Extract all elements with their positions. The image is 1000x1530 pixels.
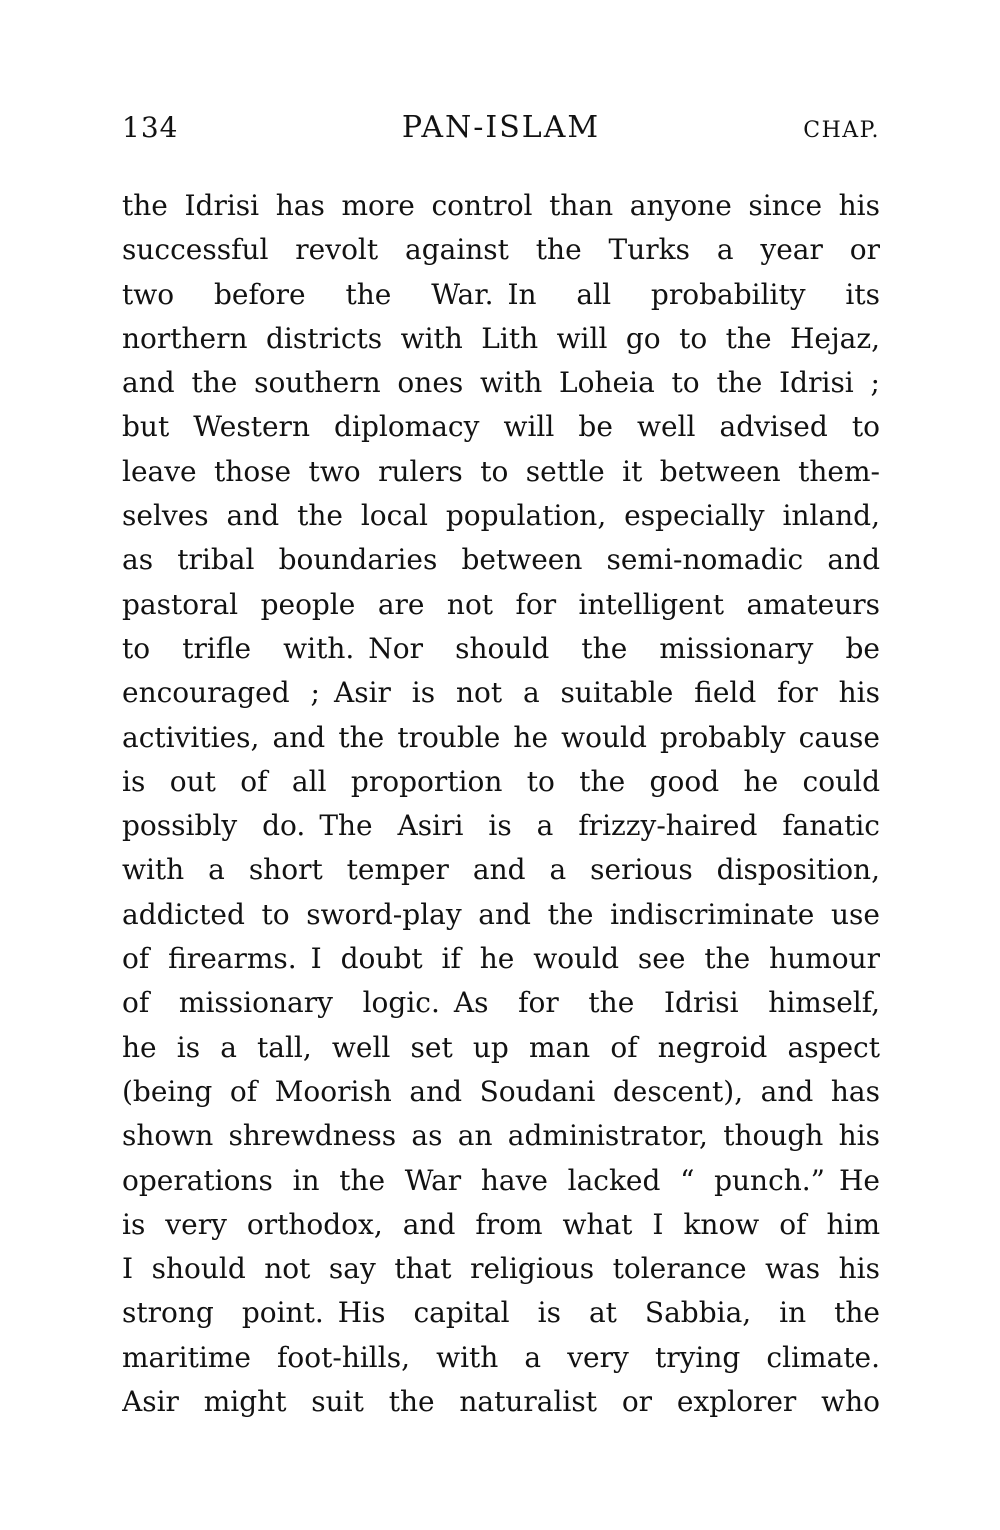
- text-line: successful revolt against the Turks a year or: [122, 233, 880, 267]
- text-line: two before the War. In all probability its: [122, 277, 880, 311]
- chapter-label: CHAP.: [803, 118, 880, 143]
- text-line: activities, and the trouble he would probably cause: [122, 720, 880, 754]
- text-line: leave those two rulers to settle it between them-: [122, 454, 880, 488]
- text-line: addicted to sword-play and the indiscriminate use: [122, 897, 880, 931]
- page-number: 134: [122, 111, 179, 144]
- running-title: PAN-ISLAM: [401, 110, 601, 145]
- page-body: [122, 184, 880, 1424]
- text-line: operations in the War have lacked “ punch.” He: [122, 1163, 880, 1197]
- text-line: strong point. His capital is at Sabbia, in the: [122, 1296, 880, 1330]
- text-line: and the southern ones with Loheia to the Idrisi ;: [122, 366, 880, 400]
- text-line: is very orthodox, and from what I know of him: [122, 1207, 880, 1241]
- text-line: I should not say that religious tolerance was his: [122, 1252, 880, 1286]
- text-line: but Western diplomacy will be well advised to: [122, 410, 880, 444]
- text-line: possibly do. The Asiri is a frizzy-haired fanatic: [122, 809, 880, 843]
- text-line: northern districts with Lith will go to the Hejaz,: [122, 321, 880, 355]
- text-line: maritime foot-hills, with a very trying climate.: [122, 1340, 880, 1374]
- text-line: with a short temper and a serious disposition,: [122, 853, 880, 887]
- text-line: as tribal boundaries between semi-nomadic and: [122, 543, 880, 577]
- running-head: [122, 110, 880, 145]
- text-line: of firearms. I doubt if he would see the humour: [122, 942, 880, 976]
- text-line: Asir might suit the naturalist or explorer who: [122, 1385, 880, 1419]
- text-line: to trifle with. Nor should the missionary be: [122, 631, 880, 665]
- text-line: (being of Moorish and Soudani descent), and has: [122, 1074, 880, 1108]
- text-line: of missionary logic. As for the Idrisi himself,: [122, 986, 880, 1020]
- text-line: encouraged ; Asir is not a suitable field for his: [122, 676, 880, 710]
- text-line: selves and the local population, especially inland,: [122, 499, 880, 533]
- text-line: is out of all proportion to the good he could: [122, 764, 880, 798]
- text-line: he is a tall, well set up man of negroid aspect: [122, 1030, 880, 1064]
- text-line: the Idrisi has more control than anyone since his: [122, 189, 880, 222]
- text-line: shown shrewdness as an administrator, though his: [122, 1119, 880, 1153]
- text-line: pastoral people are not for intelligent amateurs: [122, 587, 880, 621]
